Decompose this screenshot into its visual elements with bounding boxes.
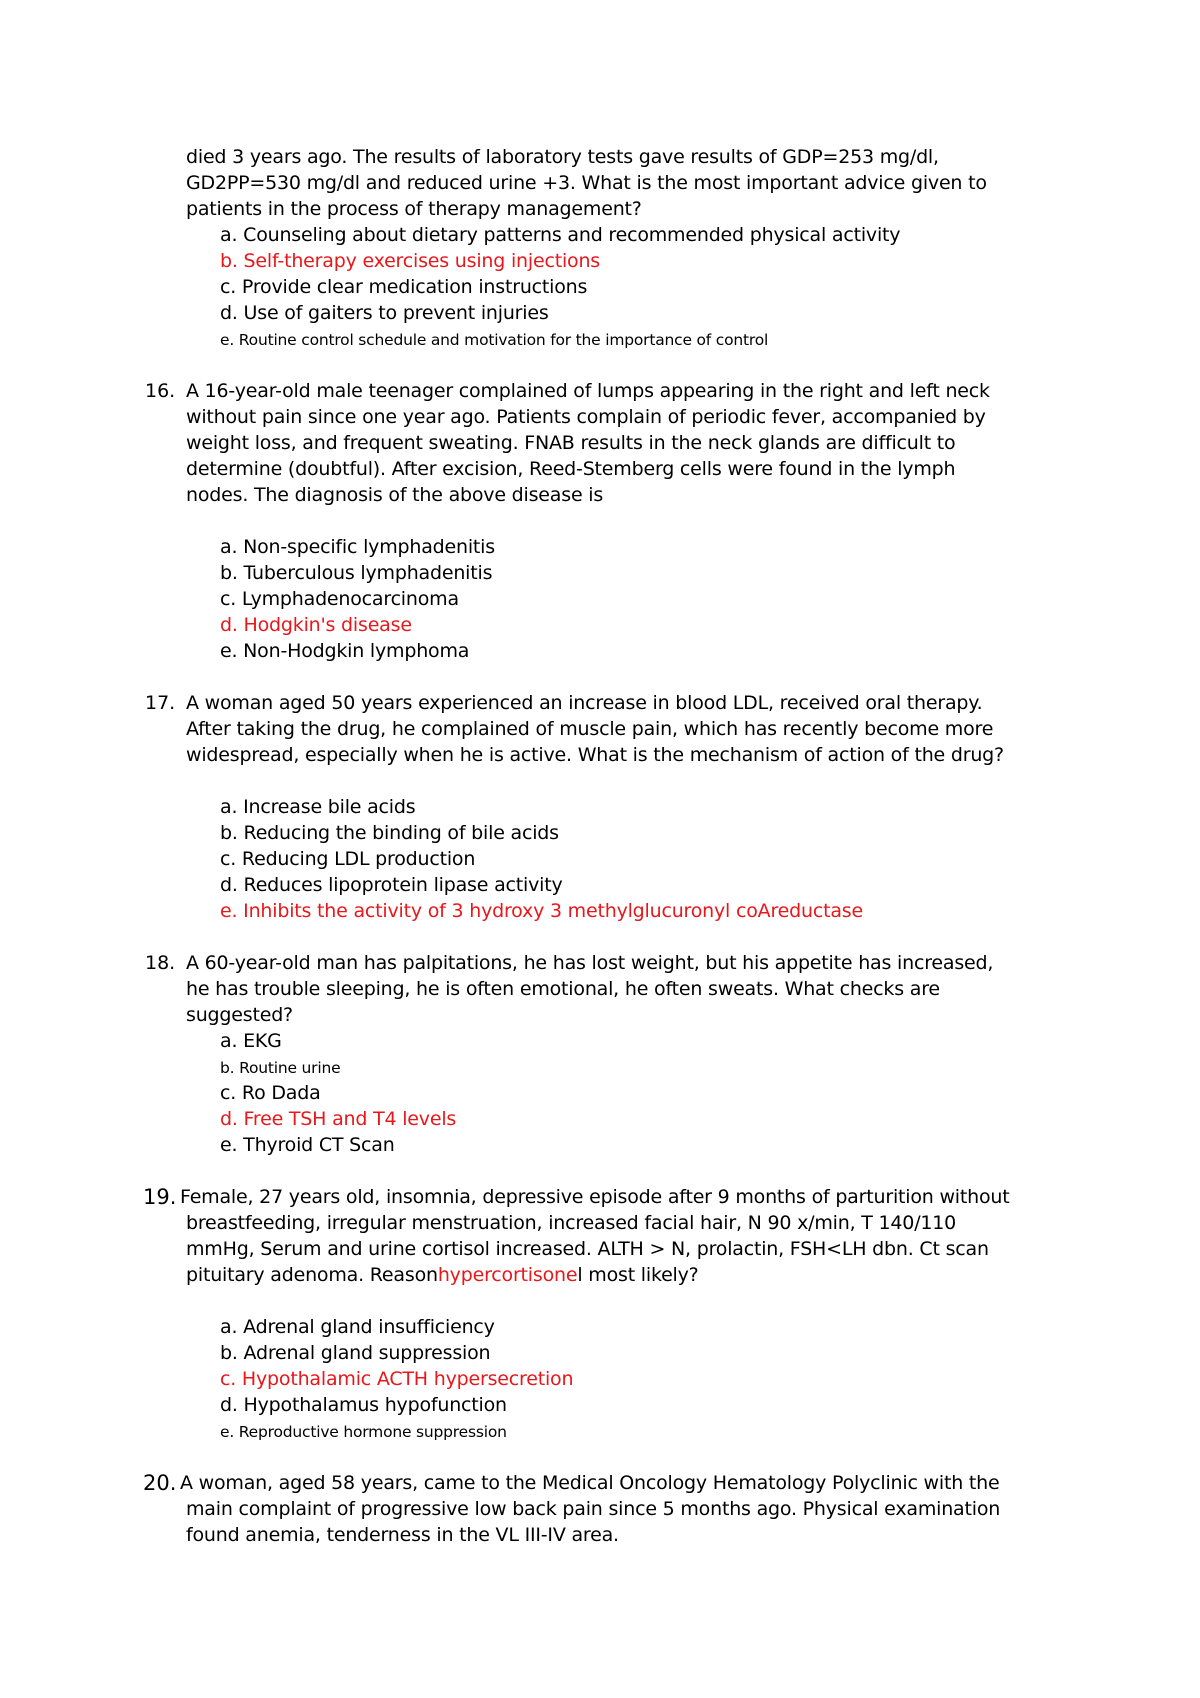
q15-option-d: d. Use of gaiters to prevent injuries (220, 302, 549, 324)
q20-number: 20. (143, 1471, 177, 1495)
q15-option-a: a. Counseling about dietary patterns and recommended physical activity (220, 224, 901, 246)
q17-stem-line-1: A woman aged 50 years experienced an increase in blood LDL, received oral therapy. (186, 692, 983, 714)
q17-stem-line-3: widespread, especially when he is active. What is the mechanism of action of the drug? (186, 744, 1004, 766)
q15-stem-line-2: GD2PP=530 mg/dl and reduced urine +3. What is the most important advice given to (186, 172, 987, 194)
q18-stem-line-3: suggested? (186, 1004, 293, 1026)
q19-stem-line-2: breastfeeding, irregular menstruation, increased facial hair, N 90 x/min, T 140/110 (186, 1212, 957, 1234)
q16-stem-line-3: weight loss, and frequent sweating. FNAB results in the neck glands are difficult to (186, 432, 956, 454)
q19-stem-line-1: Female, 27 years old, insomnia, depressive episode after 9 months of parturition without (180, 1186, 1010, 1208)
q17-option-e-answer: e. Inhibits the activity of 3 hydroxy 3 methylglucuronyl coAreductase (220, 900, 863, 922)
q19-option-d: d. Hypothalamus hypofunction (220, 1394, 507, 1416)
q16-option-a: a. Non-specific lymphadenitis (220, 536, 495, 558)
q19-stem-line-4-suffix: l most likely? (577, 1264, 699, 1286)
q19-option-b: b. Adrenal gland suppression (220, 1342, 491, 1364)
q20-stem-line-1: A woman, aged 58 years, came to the Medical Oncology Hematology Polyclinic with the (180, 1472, 1000, 1494)
q16-option-d-answer: d. Hodgkin's disease (220, 614, 412, 636)
q16-number: 16. (145, 380, 176, 402)
q17-option-b: b. Reducing the binding of bile acids (220, 822, 559, 844)
q19-stem-line-3: mmHg, Serum and urine cortisol increased. ALTH > N, prolactin, FSH<LH dbn. Ct scan (186, 1238, 989, 1260)
q15-option-e: e. Routine control schedule and motivation for the importance of control (220, 331, 769, 349)
q16-stem-line-1: A 16-year-old male teenager complained of lumps appearing in the right and left neck (186, 380, 990, 402)
q16-option-b: b. Tuberculous lymphadenitis (220, 562, 493, 584)
q15-option-b-answer: b. Self-therapy exercises using injections (220, 250, 600, 272)
q19-option-e: e. Reproductive hormone suppression (220, 1423, 507, 1441)
q19-option-a: a. Adrenal gland insufficiency (220, 1316, 495, 1338)
q16-option-c: c. Lymphadenocarcinoma (220, 588, 459, 610)
q16-stem-line-2: without pain since one year ago. Patients complain of periodic fever, accompanied by (186, 406, 986, 428)
q19-option-c-answer: c. Hypothalamic ACTH hypersecretion (220, 1368, 574, 1390)
q17-option-c: c. Reducing LDL production (220, 848, 476, 870)
q18-stem-line-1: A 60-year-old man has palpitations, he has lost weight, but his appetite has increased, (186, 952, 994, 974)
q18-option-d-answer: d. Free TSH and T4 levels (220, 1108, 457, 1130)
q18-option-e: e. Thyroid CT Scan (220, 1134, 395, 1156)
q15-option-c: c. Provide clear medication instructions (220, 276, 588, 298)
q19-number: 19. (143, 1185, 177, 1209)
q20-stem-line-2: main complaint of progressive low back pain since 5 months ago. Physical examination (186, 1498, 1001, 1520)
q20-stem-line-3: found anemia, tenderness in the VL III-IV area. (186, 1524, 619, 1546)
q18-number: 18. (145, 952, 176, 974)
q18-option-a: a. EKG (220, 1030, 282, 1052)
q19-stem-line-4-prefix: pituitary adenoma. Reason (186, 1264, 438, 1286)
q16-option-e: e. Non-Hodgkin lymphoma (220, 640, 470, 662)
q18-stem-line-2: he has trouble sleeping, he is often emotional, he often sweats. What checks are (186, 978, 940, 1000)
q15-stem-line-1: died 3 years ago. The results of laboratory tests gave results of GDP=253 mg/dl, (186, 146, 939, 168)
q19-stem-line-4 (186, 1262, 699, 1288)
q15-stem-line-3: patients in the process of therapy management? (186, 198, 642, 220)
q17-option-d: d. Reduces lipoprotein lipase activity (220, 874, 563, 896)
q16-stem-line-4: determine (doubtful). After excision, Reed-Stemberg cells were found in the lymph (186, 458, 956, 480)
q17-number: 17. (145, 692, 176, 714)
q18-option-c: c. Ro Dada (220, 1082, 321, 1104)
q19-stem-highlight: hypercortisone (437, 1264, 578, 1286)
q16-stem-line-5: nodes. The diagnosis of the above disease is (186, 484, 604, 506)
q17-option-a: a. Increase bile acids (220, 796, 416, 818)
q18-option-b: b. Routine urine (220, 1059, 341, 1077)
q17-stem-line-2: After taking the drug, he complained of muscle pain, which has recently become more (186, 718, 994, 740)
